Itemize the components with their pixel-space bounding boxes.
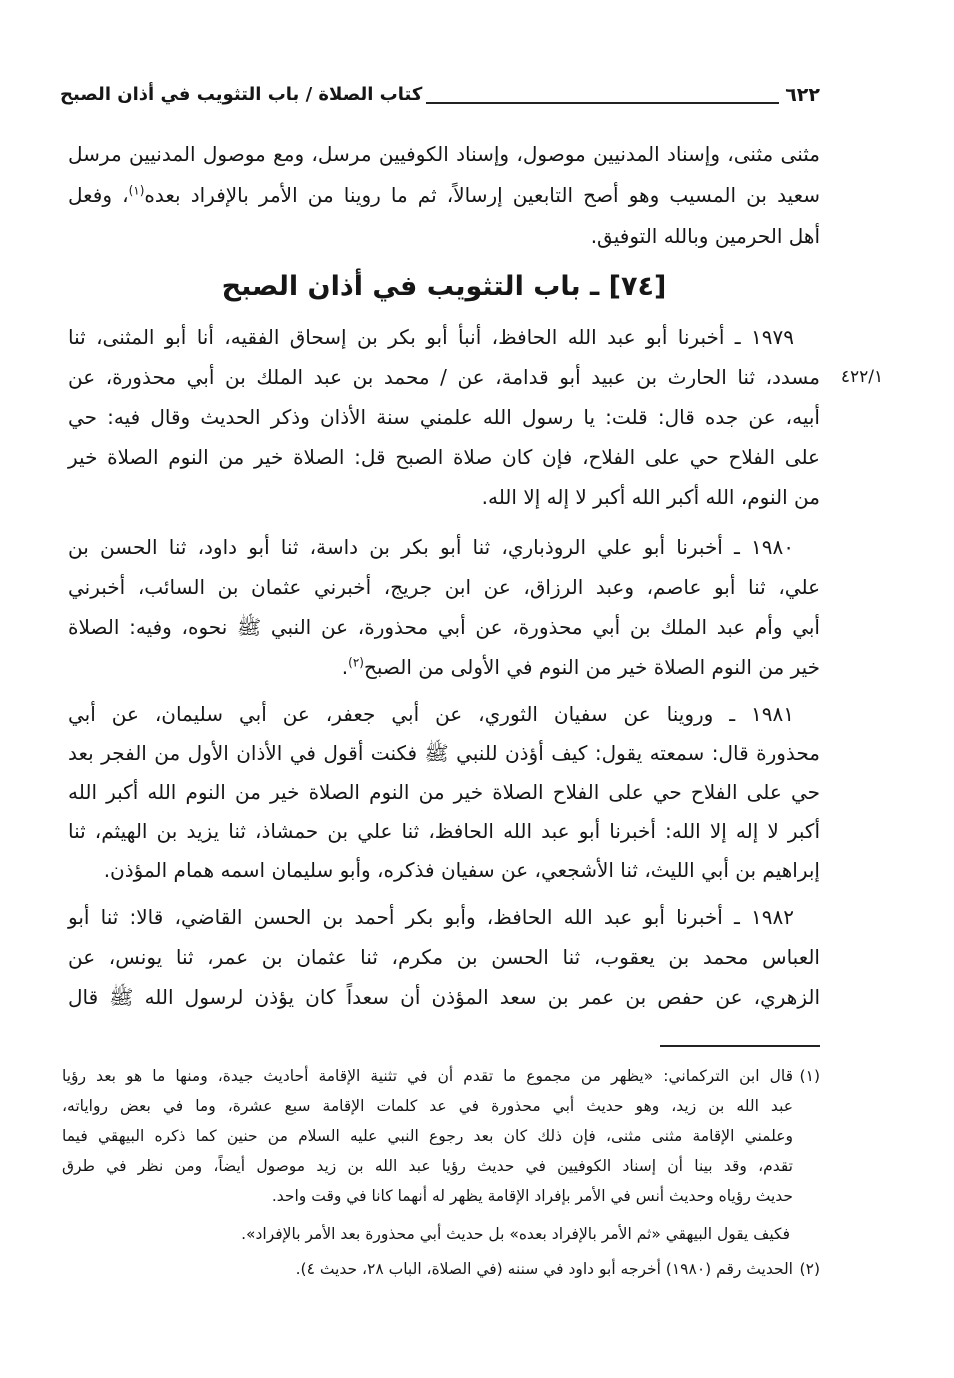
- hadith-1980: [68, 527, 820, 687]
- running-header: [60, 78, 820, 112]
- running-title: كتاب الصلاة / باب التثويب في أذان الصبح: [60, 84, 423, 105]
- footnote-1-line-3: وعلمني الإقامة مثنى مثنى، فإن ذلك كان بعد رجوع النبي عليه السلام من حنين كما ذكره البيهقي فيما: [62, 1127, 793, 1145]
- hadith-1980-line-4-text: خير من النوم الصلاة خير من النوم في الأولى من الصبح: [363, 655, 820, 679]
- footnote-ref-1: (١): [128, 183, 145, 198]
- hadith-1979-line-5: من النوم، الله أكبر الله أكبر لا إله إلا الله.: [481, 485, 820, 509]
- footnotes: [62, 1061, 820, 1284]
- hadith-1979-line-2: [68, 357, 884, 397]
- footnote-1-line-1: [62, 1061, 820, 1091]
- margin-note: ٤٢٢/١: [840, 367, 884, 387]
- footnote-1-line-5: حديث رؤياه وحديث أنس في الأمر بإفراد الإقامة يظهر له أنهما كانا في وقت واحد.: [271, 1187, 793, 1205]
- hadith-1980-line-4-tail: .: [341, 655, 349, 679]
- footnote-2-line-1: [62, 1254, 820, 1284]
- hadith-1979-line-3: أبيه، عن جده قال: قلت: يا رسول الله علمني سنة الأذان وذكر الحديث وقال فيه: حي: [68, 405, 820, 429]
- hadith-1979-line-4: على الفلاح حي على الفلاح، فإن كان صلاة الصبح قل: الصلاة خير من النوم الصلاة خير: [68, 445, 820, 469]
- intro-line-2-tail: ، وفعل: [68, 183, 129, 207]
- footnote-1-continuation: فكيف يقول البيهقي «ثم الأمر بالإفراد بعده» بل حديث أبي محذورة بعد الأمر بالإفراد».: [241, 1225, 790, 1243]
- hadith-1979-line-2-text: مسدد، ثنا الحارث بن عبيد أبو قدامة، عن / محمد بن عبد الملك بن أبي محذورة، عن: [68, 365, 820, 389]
- intro-paragraph: [68, 134, 820, 257]
- footnote-2-marker: (٢): [799, 1260, 820, 1278]
- footnote-1-line-1-text: قال ابن التركماني: «يظهر من مجموع ما تقدم أن في تثنية الإقامة أحاديث جيدة، ومنها ما هو بعد رؤيا: [62, 1067, 793, 1085]
- hadith-1979: [68, 317, 884, 517]
- hadith-1982-line-3: الزهري، عن حفص بن عمر بن سعد المؤذن أن سعداً كان يؤذن لرسول الله ﷺ قال: [68, 985, 820, 1009]
- intro-line-2-text: سعيد بن المسيب وهو أصح التابعين إرسالاً، ثم ما روينا من الأمر بالإفراد بعده: [144, 183, 821, 207]
- intro-line-3: أهل الحرمين وبالله التوفيق.: [590, 224, 820, 248]
- hadith-1980-line-3: أبي وأم عبد الملك بن أبي محذورة، عن أبي محذورة، عن النبي ﷺ نحوه، وفيه: الصلاة: [68, 615, 820, 639]
- hadith-1982-line-2: العباس محمد بن يعقوب، ثنا الحسن بن مكرم، ثنا عثمان بن عمر، ثنا يونس، عن: [68, 945, 820, 969]
- hadith-1981-line-1: ١٩٨١ ـ وروينا عن سفيان الثوري، عن أبي جعفر، عن أبي سليمان، عن أبي: [68, 702, 794, 726]
- hadith-1981: [68, 695, 820, 890]
- intro-line-1: مثنى مثنى، وإسناد المدنيين موصول، وإسناد الكوفيين مرسل، ومع موصول المدنيين مرسل: [68, 142, 820, 166]
- footnote-2-line-1-text: الحديث رقم (١٩٨٠) أخرجه أبو داود في سننه (في الصلاة، الباب ٢٨، حديث ٤).: [295, 1260, 793, 1278]
- hadith-1979-line-1: ١٩٧٩ ـ أخبرنا أبو عبد الله الحافظ، أنبأ أبو بكر بن إسحاق الفقيه، أنا أبو المثنى، ثنا: [68, 325, 794, 349]
- hadith-1981-line-3: حي على الفلاح حي على الفلاح الصلاة خير من النوم الصلاة خير من النوم الله أكبر الله: [68, 780, 820, 804]
- hadith-1981-line-2: محذورة قال: سمعته يقول: كيف أؤذن للنبي ﷺ فكنت أقول في الأذان الأول من الفجر بعد: [68, 741, 820, 765]
- footnote-1-line-4: تقدم، وقد بينا أن إسناد الكوفيين في حديث رؤيا عبد الله بن زيد موصول أيضاً، ومن نظر في طرق: [62, 1157, 793, 1175]
- hadith-1982: [68, 897, 820, 1017]
- footnote-1-line-2: عبد الله بن زيد، وهو حديث أبي محذورة في عد كلمات الإقامة سبع عشرة، وما في بعض رواياته،: [62, 1097, 793, 1115]
- hadith-1980-line-4: [68, 647, 820, 687]
- page-number: ٦٢٢: [785, 84, 820, 106]
- footnote-separator: [660, 1045, 820, 1047]
- footnote-ref-2: (٢): [348, 655, 364, 670]
- hadith-1980-line-2: علي، ثنا أبو عاصم، وعبد الرزاق، عن ابن جريج، أخبرني عثمان بن السائب، أخبرني: [68, 575, 820, 599]
- header-rule: [426, 102, 779, 104]
- hadith-1980-line-1: ١٩٨٠ ـ أخبرنا أبو علي الروذباري، ثنا أبو بكر بن داسة، ثنا أبو داود، ثنا الحسن بن: [68, 535, 794, 559]
- hadith-1981-line-5: إبراهيم بن أبي الليث، ثنا الأشجعي، عن سفيان فذكره، وأبو سليمان اسمه همام المؤذن.: [103, 858, 820, 882]
- hadith-1981-line-4: أكبر لا إله إلا الله: أخبرنا أبو عبد الله الحافظ، ثنا علي بن حمشاذ، ثنا يزيد بن الهيثم، ثنا: [68, 819, 820, 843]
- footnote-1-marker: (١): [799, 1067, 820, 1085]
- intro-line-2: [68, 175, 820, 216]
- hadith-1982-line-1: ١٩٨٢ ـ أخبرنا أبو عبد الله الحافظ، وأبو بكر أحمد بن الحسن القاضي، قالا: ثنا أبو: [68, 905, 794, 929]
- chapter-heading: [٧٤] ـ باب التثويب في أذان الصبح: [221, 271, 667, 302]
